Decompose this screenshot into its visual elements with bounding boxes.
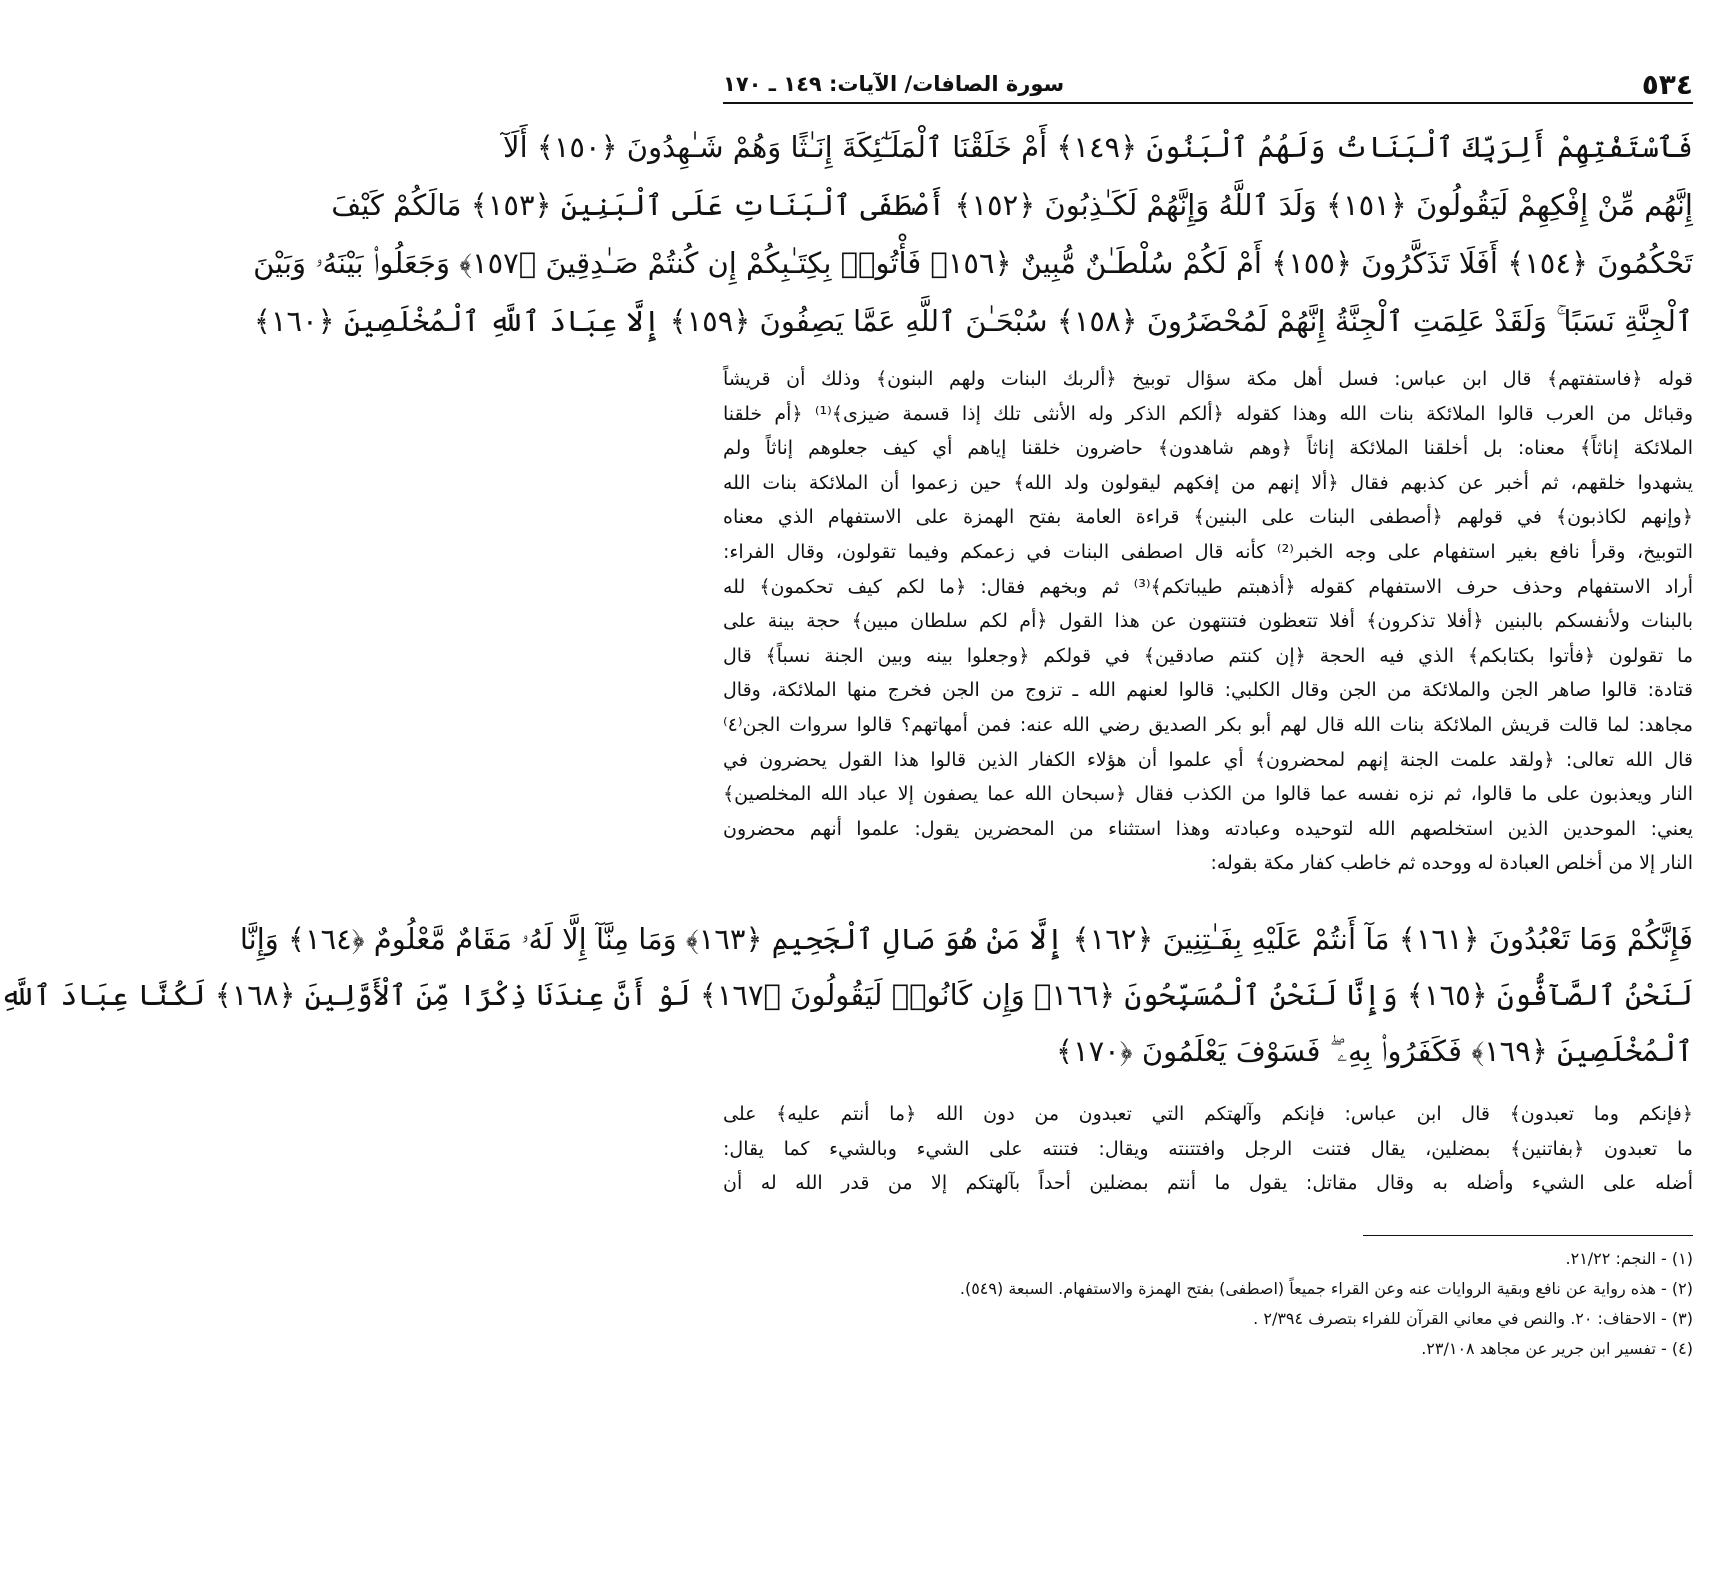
footnote: (٤) - تفسير ابن جرير عن مجاهد ٢٣/١٠٨. <box>1421 1338 1693 1358</box>
commentary-line: ﴿فإنكم وما تعبدون﴾ قال ابن عباس: فإنكم وآلهتكم التي تعبدون من دون الله ﴿ما أنتم عليه﴾ على <box>723 1102 1693 1125</box>
quran-line: لَنَحْنُ ٱلصَّآفُّونَ ﴿١٦٥﴾ وَإِنَّا لَنَحْنُ ٱلْمُسَبِّحُونَ ﴿١٦٦﴾ وَإِن كَانُوا۟ لَيَقُولُونَ ﴿١٦٧﴾ لَوْ أَنَّ عِندَنَا ذِكْرًا مِّنَ ٱلْأَوَّلِينَ ﴿١٦٨﴾ لَكُنَّا عِبَادَ ٱللَّهِ <box>0 977 1693 1012</box>
commentary-line: مجاهد: لما قالت قريش الملائكة بنات الله قال لهم أبو بكر الصديق رضي الله عنه: فمن أمهاتهم؟ قالوا سروات الجن⁽٤⁾ <box>723 713 1693 736</box>
commentary-line: قال الله تعالى: ﴿ولقد علمت الجنة إنهم لمحضرون﴾ أي علموا أن هؤلاء الكفار الذين قالوا هذا القول يحضرون في <box>723 748 1693 771</box>
commentary-line: التوبيخ، وقرأ نافع بغير استفهام على وجه الخبر⁽²⁾ كأنه قال اصطفى البنات في زعمكم وفيما تقولون، وقال الفراء: <box>723 540 1694 563</box>
commentary-paragraph-1 <box>723 362 1693 881</box>
quran-verses-161-170 <box>0 911 1693 1079</box>
commentary-paragraph-2 <box>723 1097 1693 1201</box>
quran-line: إِنَّهُم مِّنْ إِفْكِهِمْ لَيَقُولُونَ ﴿١٥١﴾ وَلَدَ ٱللَّهُ وَإِنَّهُمْ لَكَـٰذِبُونَ ﴿١٥٢﴾ أَصْطَفَى ٱلْبَنَاتِ عَلَى ٱلْبَنِينَ ﴿١٥٣﴾ مَالَكُمْ كَيْفَ <box>331 188 1693 222</box>
commentary-line: أراد الاستفهام وحذف حرف الاستفهام كقوله ﴿أذهبتم طيباتكم﴾⁽³⁾ ثم وبخهم فقال: ﴿ما لكم كيف تحكمون﴾ لله <box>723 575 1694 598</box>
commentary-line: الملائكة إناثاً﴾ معناه: بل أخلقنا الملائكة إناثاً ﴿وهم شاهدون﴾ حاضرون خلقنا إياهم أي كيف جعلوهم إناثاً ولم <box>723 437 1693 460</box>
running-title: سورة الصافات/ الآيات: ١٤٩ ـ ١٧٠ <box>723 72 1065 96</box>
commentary-line: قتادة: قالوا صاهر الجن والملائكة من الجن وقال الكلبي: قالوا لعنهم الله ـ تزوج من الجن فخرج منها الملائكة، وقال <box>723 679 1693 702</box>
commentary-line: ﴿وإنهم لكاذبون﴾ في قولهم ﴿أصطفى البنات على البنين﴾ قراءة العامة بفتح الهمزة على الاستفهام الذي معناه <box>723 506 1693 529</box>
footnote: (٣) - الاحقاف: ٢٠. والنص في معاني القرآن للفراء بتصرف ٢/٣٩٤ . <box>1253 1308 1693 1328</box>
quran-verses-149-160 <box>253 118 1693 350</box>
quran-line: ٱلْمُخْلَصِينَ ﴿١٦٩﴾ فَكَفَرُوا۟ بِهِۦ ۖ فَسَوْفَ يَعْلَمُونَ ﴿١٧٠﴾ <box>1056 1033 1693 1068</box>
header-rule <box>723 102 1693 104</box>
commentary-line: النار إلا من أخلص العبادة له ووحده ثم خاطب كفار مكة بقوله: <box>1210 852 1693 875</box>
commentary-line: ما تعبدون ﴿بفاتنين﴾ بمضلين، يقال فتنت الرجل وافتتنته ويقال: فتنته على الشيء وبالشيء كما يقال: <box>723 1137 1693 1160</box>
quran-line: ٱلْجِنَّةِ نَسَبًا ۚ وَلَقَدْ عَلِمَتِ ٱلْجِنَّةُ إِنَّهُمْ لَمُحْضَرُونَ ﴿١٥٨﴾ سُبْحَـٰنَ ٱللَّهِ عَمَّا يَصِفُونَ ﴿١٥٩﴾ إِلَّا عِبَادَ ٱللَّهِ ٱلْمُخْلَصِينَ ﴿١٦٠﴾ <box>253 304 1693 338</box>
commentary-line: النار ويعذبون على ما قالوا، ثم نزه نفسه عما قالوا من الكذب فقال ﴿سبحان الله عما يصفون إلا عباد الله المخلصين﴾ <box>723 783 1693 806</box>
footnote: (٢) - هذه رواية عن نافع وبقية الروايات عنه وعن القراء جميعاً (اصطفى) بفتح الهمزة والاستفهام. السبعة (٥٤٩). <box>959 1278 1693 1298</box>
commentary-line: بالبنات ولأنفسكم بالبنين ﴿أفلا تذكرون﴾ أفلا تتعظون فتنتهون عن هذا القول ﴿أم لكم سلطان مبين﴾ حجة بينة على <box>723 610 1693 633</box>
commentary-line: وقبائل من العرب قالوا الملائكة بنات الله وهذا كقوله ﴿ألكم الذكر وله الأنثى تلك إذا قسمة ضيزى﴾⁽¹⁾ ﴿أم خلقنا <box>723 402 1693 425</box>
commentary-line: قوله ﴿فاستفتهم﴾ قال ابن عباس: فسل أهل مكة سؤال توبيخ ﴿ألربك البنات ولهم البنون﴾ وذلك أن قريشاً <box>723 368 1693 390</box>
quran-line: تَحْكُمُونَ ﴿١٥٤﴾ أَفَلَا تَذَكَّرُونَ ﴿١٥٥﴾ أَمْ لَكُمْ سُلْطَـٰنٌ مُّبِينٌ ﴿١٥٦﴾ فَأْتُوا۟ بِكِتَـٰبِكُمْ إِن كُنتُمْ صَـٰدِقِينَ ﴿١٥٧﴾ وَجَعَلُوا۟ بَيْنَهُۥ وَبَيْنَ <box>253 246 1693 280</box>
quran-line: فَٱسْتَفْتِهِمْ أَلِرَبِّكَ ٱلْبَنَاتُ وَلَهُمُ ٱلْبَنُونَ ﴿١٤٩﴾ أَمْ خَلَقْنَا ٱلْمَلَـٰٓئِكَةَ إِنَـٰثًا وَهُمْ شَـٰهِدُونَ ﴿١٥٠﴾ أَلَآ <box>503 130 1693 164</box>
footnotes <box>723 1244 1693 1364</box>
commentary-line: ما تقولون ﴿فأتوا بكتابكم﴾ الذي فيه الحجة ﴿إن كنتم صادقين﴾ في قولكم ﴿وجعلوا بينه وبين الجنة نسباً﴾ قال <box>723 644 1693 667</box>
footnote: (١) - النجم: ٢١/٢٢. <box>1565 1248 1693 1268</box>
page-number: ٥٣٤ <box>1641 68 1693 101</box>
footnote-rule <box>1363 1235 1693 1236</box>
page-header <box>723 68 1693 106</box>
commentary-line: أضله على الشيء وأضله به وقال مقاتل: يقول ما أنتم بمضلين أحداً بآلهتكم إلا من قدر الله له أن <box>723 1172 1693 1195</box>
commentary-line: يشهدوا خلقهم، ثم أخبر عن كذبهم فقال ﴿ألا إنهم من إفكهم ليقولون ولد الله﴾ حين زعموا أن الملائكة بنات الله <box>723 471 1693 494</box>
commentary-line: يعني: الموحدين الذين استخلصهم الله لتوحيده وعبادته وهذا استثناء من المحضرين يقول: علموا أنهم محضرون <box>723 817 1693 840</box>
quran-line: فَإِنَّكُمْ وَمَا تَعْبُدُونَ ﴿١٦١﴾ مَآ أَنتُمْ عَلَيْهِ بِفَـٰتِنِينَ ﴿١٦٢﴾ إِلَّا مَنْ هُوَ صَالِ ٱلْجَحِيمِ ﴿١٦٣﴾ وَمَا مِنَّآ إِلَّا لَهُۥ مَقَامٌ مَّعْلُومٌ ﴿١٦٤﴾ وَإِنَّا <box>239 921 1693 956</box>
